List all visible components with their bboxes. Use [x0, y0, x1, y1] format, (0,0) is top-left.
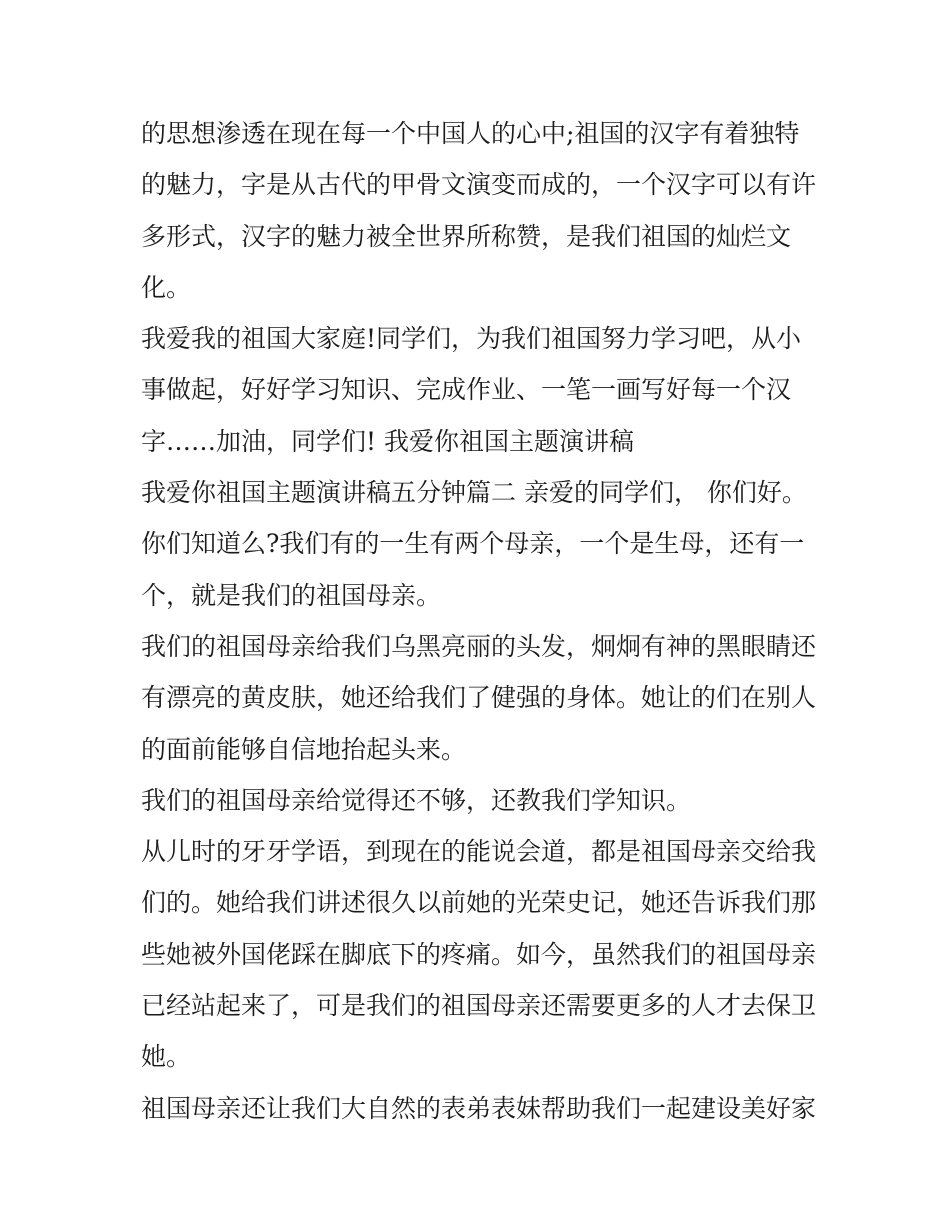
text-line: 的魅力，字是从古代的甲骨文演变而成的，一个汉字可以有许: [141, 170, 817, 200]
text-line: 我们的祖国母亲给觉得还不够，还教我们学知识。: [141, 785, 692, 815]
text-line: 我们的祖国母亲给我们乌黑亮丽的头发，炯炯有神的黑眼睛还: [141, 631, 817, 661]
text-line: 的面前能够自信地抬起头来。: [141, 734, 467, 764]
text-line: 字……加油，同学们! 我爱你祖国主题演讲稿: [141, 426, 634, 456]
text-line: 事做起，好好学习知识、完成作业、一笔一画写好每一个汉: [141, 375, 792, 405]
text-line: 的思想渗透在现在每一个中国人的心中;祖国的汉字有着独特: [141, 119, 800, 148]
text-line: 已经站起来了，可是我们的祖国母亲还需要更多的人才去保卫: [141, 991, 817, 1021]
body-text: [141, 108, 821, 1134]
text-line: 个，就是我们的祖国母亲。: [141, 580, 442, 610]
text-line: 祖国母亲还让我们大自然的表弟表妹帮助我们一起建设美好家: [141, 1093, 817, 1123]
text-line: 些她被外国佬踩在脚底下的疼痛。如今，虽然我们的祖国母亲: [141, 939, 817, 969]
text-line: 从儿时的牙牙学语，到现在的能说会道，都是祖国母亲交给我: [141, 837, 817, 867]
text-line: 我爱我的祖国大家庭!同学们，为我们祖国努力学习吧，从小: [141, 324, 802, 354]
text-line: 我爱你祖国主题演讲稿五分钟篇二 亲爱的同学们， 你们好。: [141, 478, 807, 508]
text-line: 化。: [141, 272, 192, 302]
text-line: 有漂亮的黄皮肤，她还给我们了健强的身体。她让的们在别人: [141, 683, 817, 713]
text-line: 们的。她给我们讲述很久以前她的光荣史记，她还告诉我们那: [141, 888, 817, 918]
text-line: 多形式，汉字的魅力被全世界所称赞，是我们祖国的灿烂文: [141, 221, 792, 251]
text-line: 你们知道么?我们有的一生有两个母亲，一个是生母，还有一: [141, 529, 805, 559]
text-line: 她。: [141, 1042, 192, 1072]
